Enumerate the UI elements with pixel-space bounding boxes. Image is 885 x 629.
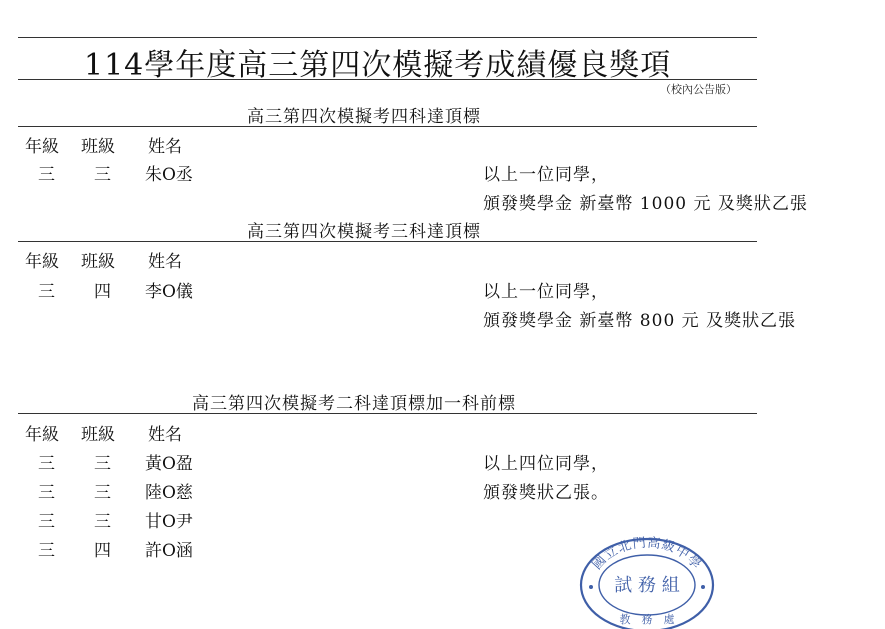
row-grade: 三 [38,541,55,561]
row-grade: 三 [38,282,55,302]
award-message-line2: 頒發獎狀乙張。 [483,483,609,503]
row-class: 三 [94,483,111,503]
row-grade: 三 [38,165,55,185]
row-class: 四 [94,541,111,561]
column-header-class: 班級 [81,137,115,157]
row-name: 李O儀 [145,282,193,302]
row-name: 朱O丞 [145,165,193,185]
column-header-class: 班級 [81,425,115,445]
column-header-name: 姓名 [148,252,182,272]
row-grade: 三 [38,454,55,474]
seal-bottom-text: 教 務 處 [619,613,675,626]
document-note: （校內公告版） [660,83,737,96]
row-name: 甘O尹 [145,512,193,532]
seal-center-text: 試 務 組 [614,575,680,596]
row-name: 黃O盈 [145,454,193,474]
document-title: 114學年度高三第四次模擬考成績優良獎項 [84,48,672,83]
column-header-grade: 年級 [25,137,59,157]
award-message-line1: 以上四位同學， [483,454,609,474]
section-rule [18,241,757,242]
column-header-name: 姓名 [148,425,182,445]
column-header-name: 姓名 [148,137,182,157]
title-top-rule [18,37,757,38]
award-message-line1: 以上一位同學， [483,165,609,185]
row-grade: 三 [38,512,55,532]
row-name: 許O涵 [145,541,193,561]
seal-star-right [701,585,705,589]
award-message-line2: 頒發獎學金 新臺幣 1000 元 及獎狀乙張 [483,194,808,214]
row-class: 三 [94,454,111,474]
row-class: 三 [94,512,111,532]
section-title: 高三第四次模擬考三科達頂標 [247,222,481,242]
seal-outer-textpath: 國立北門高級中學 [589,535,705,573]
section-title: 高三第四次模擬考四科達頂標 [247,107,481,127]
title-bottom-rule [18,79,757,80]
official-seal-stamp [577,535,717,629]
seal-outer-text [590,535,704,573]
column-header-grade: 年級 [25,425,59,445]
section-title: 高三第四次模擬考二科達頂標加一科前標 [192,394,516,414]
section-rule [18,413,757,414]
row-grade: 三 [38,483,55,503]
row-class: 三 [94,165,111,185]
seal-star-left [589,585,593,589]
row-class: 四 [94,282,111,302]
row-name: 陸O慈 [145,483,193,503]
column-header-grade: 年級 [25,252,59,272]
award-message-line2: 頒發獎學金 新臺幣 800 元 及獎狀乙張 [483,311,797,331]
section-rule [18,126,757,127]
column-header-class: 班級 [81,252,115,272]
award-message-line1: 以上一位同學， [483,282,609,302]
